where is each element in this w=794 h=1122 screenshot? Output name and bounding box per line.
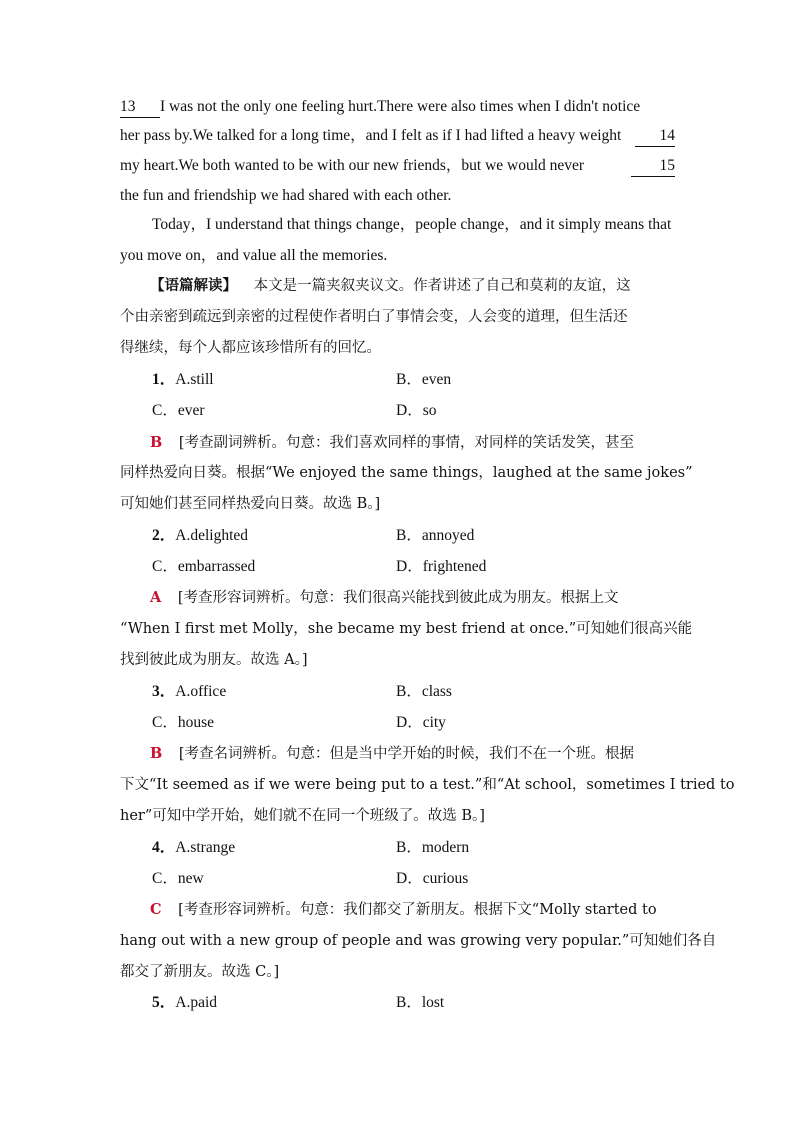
question-3-option-b: B．class (396, 683, 452, 700)
answer-letter: B (150, 745, 163, 762)
answer-letter: C (150, 901, 162, 918)
passage-line-3 (120, 156, 675, 177)
question-2-option-b: B．annoyed (396, 527, 475, 544)
question-3-explanation-1: B [考查名词辨析。句意：但是当中学开始的时候，我们不在一个班。根据 (150, 745, 635, 762)
reading-summary-line-2: 个由亲密到疏远到亲密的过程使作者明白了事情会变，人会变的道理，但生活还 (120, 309, 628, 325)
question-3-option-c: C．house (152, 714, 215, 731)
blank-13: 13 (120, 97, 160, 118)
passage-line-5 (152, 215, 675, 235)
answer-letter: B (150, 434, 163, 451)
question-3-option-a: 3．A.office (152, 683, 227, 700)
question-5-option-b: B．lost (396, 994, 445, 1011)
question-1-explanation-1: B [考查副词辨析。句意：我们喜欢同样的事情，对同样的笑话发笑，甚至 (150, 434, 635, 451)
question-4-explanation-3: 都交了新朋友。故选 C。] (120, 964, 280, 980)
passage-text: her pass by.We talked for a long time，and I felt as if I had lifted a heavy weight (120, 127, 622, 144)
question-2-option-c: C．embarrassed (152, 558, 256, 575)
passage-line-6: you move on，and value all the memories. (120, 247, 388, 264)
question-3-explanation-2: 下文“It seemed as if we were being put to a test.”和“At school，sometimes I tried to (120, 777, 735, 793)
answer-letter: A (150, 589, 162, 606)
passage-text: Today，I understand that things change，people change，and it simply means that (152, 216, 672, 233)
question-2-explanation-2: “When I first met Molly，she became my best friend at once.”可知她们很高兴能 (120, 621, 693, 637)
question-1-explanation-2: 同样热爱向日葵。根据“We enjoyed the same things，laughed at the same jokes” (120, 465, 693, 481)
passage-text: I was not the only one feeling hurt.There were also times when I didn't notice (160, 98, 641, 115)
question-4-explanation-1: C [考查形容词辨析。句意：我们都交了新朋友。根据下文“Molly started to (150, 901, 657, 918)
question-2-option-d: D．frightened (396, 558, 487, 575)
question-2-option-a: 2．A.delighted (152, 527, 249, 544)
passage-text: my heart.We both wanted to be with our new friends，but we would never (120, 157, 585, 174)
question-5-option-a: 5．A.paid (152, 994, 218, 1011)
question-1-option-a: 1．A.still (152, 371, 214, 388)
blank-14: 14 (635, 126, 675, 147)
blank-15: 15 (631, 156, 675, 177)
question-1-option-d: D．so (396, 402, 437, 419)
question-4-explanation-2: hang out with a new group of people and was growing very popular.”可知她们各自 (120, 933, 717, 949)
question-4-option-d: D．curious (396, 870, 469, 887)
question-4-option-c: C．new (152, 870, 204, 887)
question-4-option-a: 4．A.strange (152, 839, 236, 856)
question-3-explanation-3: her”可知中学开始，她们就不在同一个班级了。故选 B。] (120, 808, 485, 824)
question-1-option-b: B．even (396, 371, 452, 388)
reading-summary-line-1 (150, 276, 631, 296)
reading-label: 【语篇解读】 (150, 277, 237, 294)
question-2-explanation-3: 找到彼此成为朋友。故选 A。] (120, 652, 308, 668)
question-3-option-d: D．city (396, 714, 446, 731)
question-1-explanation-3: 可知她们甚至同样热爱向日葵。故选 B。] (120, 496, 381, 512)
passage-line-4: the fun and friendship we had shared with each other. (120, 187, 452, 204)
question-1-option-c: C．ever (152, 402, 205, 419)
passage-line-2 (120, 126, 675, 147)
question-2-explanation-1: A [考查形容词辨析。句意：我们很高兴能找到彼此成为朋友。根据上文 (150, 589, 619, 606)
reading-text: 本文是一篇夹叙夹议文。作者讲述了自己和莫莉的友谊，这 (253, 278, 631, 294)
reading-summary-line-3: 得继续，每个人都应该珍惜所有的回忆。 (120, 340, 381, 356)
passage-line-1 (120, 97, 675, 118)
question-4-option-b: B．modern (396, 839, 470, 856)
